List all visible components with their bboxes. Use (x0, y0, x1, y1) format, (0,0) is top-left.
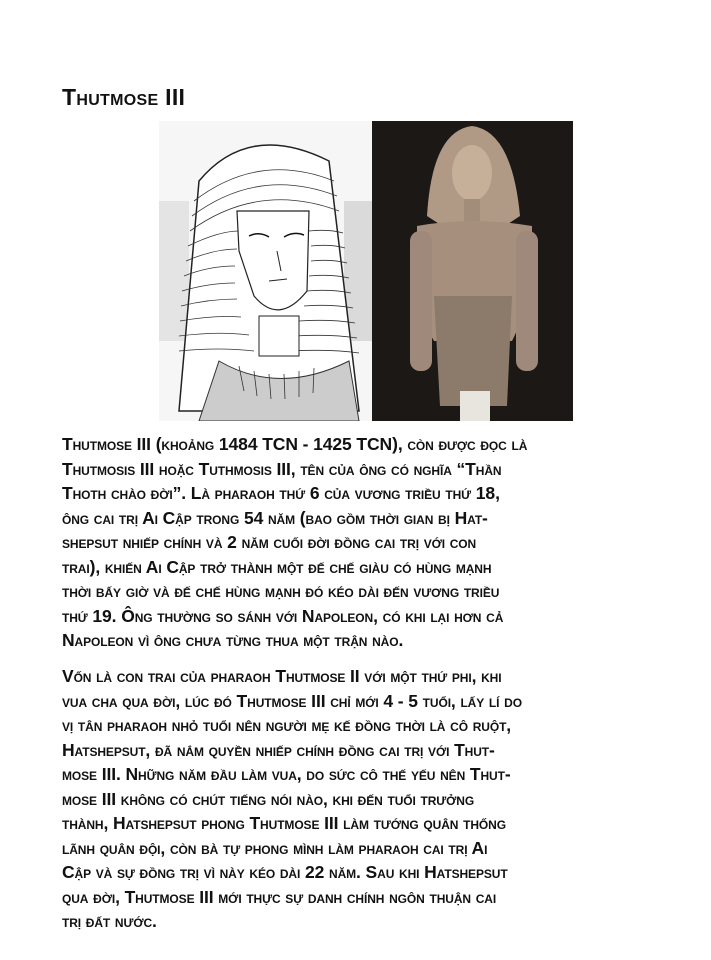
page-title: Thutmose III (62, 84, 186, 110)
pharaoh-drawing-icon (159, 121, 372, 421)
text-line: Thutmosis III hoặc Tuthmosis III, tên của ông có nghĩa “Thần (62, 458, 502, 479)
text-line: vị tân pharaoh nhỏ tuổi nên người mẹ kế đồng thời là cô ruột, (62, 715, 512, 735)
text-line: mose III. Những năm đầu làm vua, do sức cô thế yếu nên Thut- (62, 764, 511, 784)
paragraph-2 (62, 664, 662, 934)
text-line: shepsut nhiếp chính và 2 năm cuối đời đồng cai trị với con (62, 532, 477, 552)
figure-comparison (159, 121, 573, 421)
text-line: lãnh quân đội, còn bà tự phong mình làm pharaoh cai trị Ai (62, 837, 488, 858)
text-line: qua đời, Thutmose III mới thực sự danh chính ngôn thuận cai (62, 886, 497, 907)
manga-drawing-image (159, 121, 372, 421)
text-line: thứ 19. Ông thường so sánh với Napoleon, có khi lại hơn cả (62, 605, 504, 626)
text-line: Thutmose III (khoảng 1484 TCN - 1425 TCN), còn được đọc là (62, 434, 528, 454)
text-line: ông cai trị Ai Cập trong 54 năm (bao gồm thời gian bị Hat- (62, 507, 488, 528)
text-line: mose III không có chút tiếng nói nào, khi đến tuổi trưởng (62, 788, 475, 809)
text-line: thành, Hatshepsut phong Thutmose III làm tướng quân thống (62, 813, 506, 833)
paragraph-1 (62, 432, 662, 653)
text-line: Hatshepsut, đã nắm quyền nhiếp chính đồng cai trị với Thut- (62, 739, 495, 760)
text-line: Cập và sự đồng trị vì này kéo dài 22 năm. Sau khi Hatshepsut (62, 862, 508, 882)
statue-photo-icon (372, 121, 573, 421)
statue-photo-image (372, 121, 573, 421)
text-line: Thoth chào đời”. Là pharaoh thứ 6 của vương triều thứ 18, (62, 483, 500, 503)
text-line: trị đất nước. (62, 911, 157, 931)
text-line: Vốn là con trai của pharaoh Thutmose II với một thứ phi, khi (62, 666, 502, 686)
text-line: thời bấy giờ và đế chế hùng mạnh đó kéo dài đến vương triều (62, 581, 500, 601)
text-line: vua cha qua đời, lúc đó Thutmose III chỉ mới 4 - 5 tuổi, lấy lí do (62, 690, 522, 711)
text-line: trai), khiến Ai Cập trở thành một đế chế giàu có hùng mạnh (62, 556, 492, 577)
text-line: Napoleon vì ông chưa từng thua một trận nào. (62, 630, 404, 650)
